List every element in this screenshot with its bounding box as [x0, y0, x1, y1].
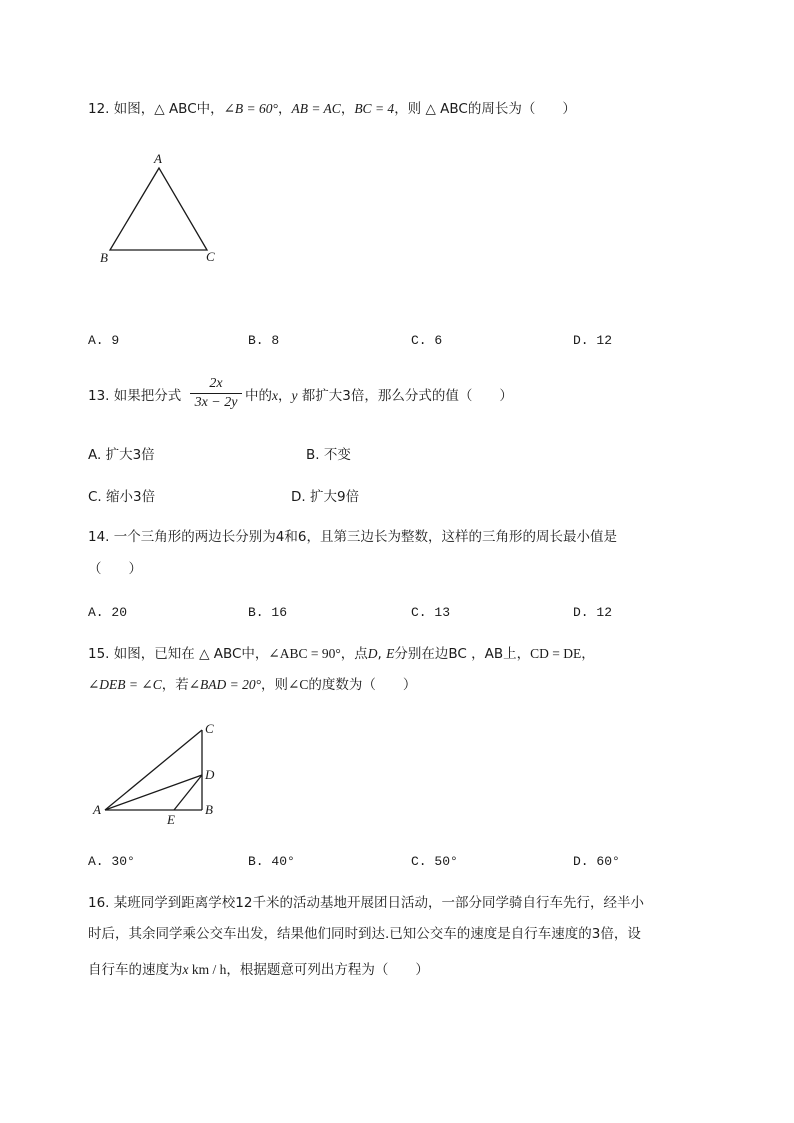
q13-suffix-rest: 都扩大3倍，那么分式的值（ ）	[297, 388, 513, 404]
q15-angle-deb-eq-c: ∠DEB = ∠C	[88, 677, 162, 692]
q15-stem-line1	[88, 645, 595, 663]
q15-option-d[interactable]: D. 60°	[573, 854, 620, 869]
q12-triangle-shape	[110, 168, 207, 250]
q12-bc-eq-4: BC = 4	[354, 101, 395, 116]
q15-label-e: E	[167, 812, 175, 827]
q12-perimeter-ask: △ ABC的周长为（ ）	[425, 101, 576, 117]
q12-then: ，则	[394, 101, 426, 117]
q15-point-d: D	[367, 646, 378, 661]
q15-on-sides: 分别在边BC ，AB上，	[394, 646, 531, 662]
q16-stem-line1: 16. 某班同学到距离学校12千米的活动基地开展团日活动，一部分同学骑自行车先行，经半小	[88, 895, 644, 911]
q16-speed-intro: 自行车的速度为	[88, 962, 183, 978]
q15-angle-c: ∠C	[288, 677, 309, 692]
q15-label-a: A	[93, 802, 101, 817]
q13-numerator: 2x	[209, 376, 223, 391]
q12-option-b[interactable]: B. 8	[248, 333, 280, 348]
q13-option-b[interactable]: B. 不变	[306, 447, 351, 463]
q13-fraction	[190, 376, 242, 411]
q12-number-text: 12. 如图，	[88, 101, 155, 117]
q15-stem-line2	[88, 676, 416, 694]
q12-option-d[interactable]: D. 12	[573, 333, 613, 348]
q13-suffix-in: 中的	[245, 388, 272, 404]
q12-option-a[interactable]: A. 9	[88, 333, 120, 348]
q14-option-d[interactable]: D. 12	[573, 605, 613, 620]
q15-sep: ,	[377, 646, 387, 662]
q15-triangle-ref: △ ABC中，	[199, 646, 269, 662]
q15-point-e: E	[386, 646, 395, 661]
q14-option-c[interactable]: C. 13	[411, 605, 451, 620]
q13-option-a[interactable]: A. 扩大3倍	[88, 447, 155, 463]
q15-ask: 的度数为（ ）	[308, 677, 417, 693]
q15-then: ，则	[261, 677, 289, 693]
q15-if: ，若	[161, 677, 189, 693]
q12-label-a: A	[154, 151, 162, 166]
q13-denominator: 3x − 2y	[194, 395, 238, 410]
q16-unit: km / h	[188, 962, 227, 977]
q15-option-b[interactable]: B. 40°	[248, 854, 295, 869]
q13-var-x: x	[272, 388, 278, 403]
q15-label-c: C	[205, 721, 214, 736]
q16-stem-line2: 时后，其余同学乘公交车出发，结果他们同时到达.已知公交车的速度是自行车速度的3倍，设	[88, 926, 641, 942]
q12-comma-2: ，	[340, 101, 355, 117]
q16-ask: ，根据题意可列出方程为（ ）	[226, 962, 429, 978]
q13-option-d[interactable]: D. 扩大9倍	[291, 489, 360, 505]
q14-option-a[interactable]: A. 20	[88, 605, 128, 620]
q13-prefix: 13. 如果把分式	[88, 388, 182, 404]
q15-angle-abc: ∠ABC = 90°	[268, 646, 341, 661]
q15-cd-eq-de: CD = DE	[530, 646, 582, 661]
q13-suffix	[245, 387, 513, 405]
q12-angle-b: ∠B = 60°	[223, 101, 278, 116]
q13-suffix-comma: ，	[278, 388, 292, 404]
q12-ab-eq-ac: AB = AC	[291, 101, 341, 116]
q15-intro: 15. 如图，已知在	[88, 646, 200, 662]
q12-label-b: B	[100, 250, 108, 265]
q15-point-word: ，点	[340, 646, 368, 662]
q12-triangle-figure	[95, 148, 225, 268]
q12-option-c[interactable]: C. 6	[411, 333, 443, 348]
q15-option-c[interactable]: C. 50°	[411, 854, 458, 869]
q15-line1-comma: ，	[581, 646, 595, 662]
q15-angle-bad: ∠BAD = 20°	[188, 677, 262, 692]
q15-label-b: B	[205, 802, 213, 817]
q13-option-c[interactable]: C. 缩小3倍	[88, 489, 156, 505]
q15-label-d: D	[205, 767, 215, 782]
q12-comma-1: ，	[277, 101, 292, 117]
q15-triangle-figure	[88, 718, 228, 833]
q12-stem	[88, 100, 576, 118]
q13-fraction-bar	[190, 393, 242, 394]
q16-stem-line3	[88, 961, 429, 979]
q12-label-c: C	[206, 249, 215, 264]
q14-option-b[interactable]: B. 16	[248, 605, 288, 620]
q14-stem-line2: （ ）	[88, 561, 142, 577]
q16-var-x: x	[182, 962, 189, 977]
q14-stem-line1: 14. 一个三角形的两边长分别为4和6，且第三边长为整数，这样的三角形的周长最小值是	[88, 529, 617, 545]
q13-var-y: y	[291, 388, 298, 403]
q15-option-a[interactable]: A. 30°	[88, 854, 135, 869]
q15-side-ac	[105, 730, 202, 810]
q12-triangle-ref: △ ABC中，	[154, 101, 224, 117]
